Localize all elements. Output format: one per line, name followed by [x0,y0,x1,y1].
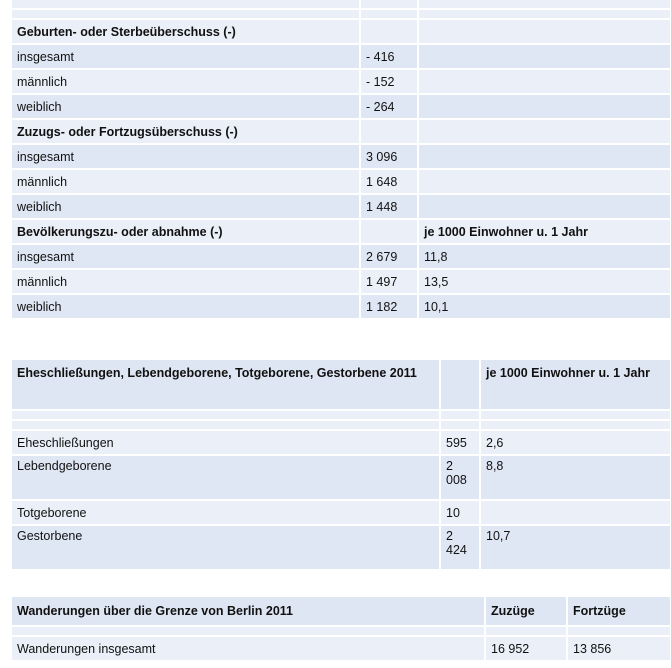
table-row [12,526,670,569]
section-header [12,220,670,243]
row-value: 3 096 [361,145,417,168]
row-rate: 13,5 [419,270,670,293]
row-rate [419,45,670,68]
row-value: 1 448 [361,195,417,218]
table-title: Eheschließungen, Lebendgeborene, Totgeborene, Gestorbene 2011 [12,360,439,409]
table-row [12,431,670,454]
row-value: - 264 [361,95,417,118]
row-value: - 152 [361,70,417,93]
table-title: Wanderungen über die Grenze von Berlin 2011 [12,597,484,625]
table-spacer-row [12,10,670,18]
row-value: 1 182 [361,295,417,318]
column-header-zuzuege: Zuzüge [486,597,566,625]
row-value: 1 497 [361,270,417,293]
row-label: Lebendgeborene [12,456,439,499]
section-header-label: Bevölkerungszu- oder abnahme (-) [12,220,359,243]
row-value: - 416 [361,45,417,68]
row-rate: 8,8 [481,456,670,499]
table-spacer-row [12,627,670,635]
row-label: weiblich [12,295,359,318]
table-spacer-row [12,0,670,8]
migration-table [10,595,671,662]
row-label: insgesamt [12,145,359,168]
table-row [12,501,670,524]
table-row [12,270,670,293]
table-header-row [12,597,670,625]
row-rate [419,170,670,193]
section-header-unit [419,120,670,143]
table-row [12,295,670,318]
row-zuzuege: 16 952 [486,637,566,660]
row-label: weiblich [12,95,359,118]
row-value: 10 [441,501,479,524]
table-row [12,195,670,218]
row-rate [481,501,670,524]
row-rate [419,195,670,218]
table-row [12,45,670,68]
table-row [12,95,670,118]
rate-column-header: je 1000 Einwohner u. 1 Jahr [481,360,670,409]
row-value: 2 679 [361,245,417,268]
table-row [12,145,670,168]
row-label: insgesamt [12,45,359,68]
row-rate [419,70,670,93]
row-label: Gestorbene [12,526,439,569]
table-row [12,637,670,660]
row-rate [419,95,670,118]
row-rate: 11,8 [419,245,670,268]
row-value: 1 648 [361,170,417,193]
row-label: Wanderungen insgesamt [12,637,484,660]
vital-statistics-table [10,358,671,571]
table-header-row [12,360,670,409]
row-rate [419,145,670,168]
row-label: männlich [12,70,359,93]
section-header [12,120,670,143]
row-label: Totgeborene [12,501,439,524]
table-row [12,70,670,93]
row-rate: 10,1 [419,295,670,318]
population-change-table [10,0,671,320]
row-fortzuege: 13 856 [568,637,670,660]
section-header-unit [419,20,670,43]
row-label: männlich [12,270,359,293]
column-header-fortzuege: Fortzüge [568,597,670,625]
row-rate: 2,6 [481,431,670,454]
table-row [12,245,670,268]
section-header-label: Zuzugs- oder Fortzugsüberschuss (-) [12,120,359,143]
table-row [12,170,670,193]
table-spacer-row [12,411,670,419]
section-header-label: Geburten- oder Sterbeüberschuss (-) [12,20,359,43]
row-label: männlich [12,170,359,193]
row-label: weiblich [12,195,359,218]
row-rate: 10,7 [481,526,670,569]
row-value: 2 424 [441,526,479,569]
table-spacer-row [12,421,670,429]
row-value: 2 008 [441,456,479,499]
row-value: 595 [441,431,479,454]
row-label: insgesamt [12,245,359,268]
row-label: Eheschließungen [12,431,439,454]
table-row [12,456,670,499]
section-header [12,20,670,43]
section-header-unit: je 1000 Einwohner u. 1 Jahr [419,220,670,243]
